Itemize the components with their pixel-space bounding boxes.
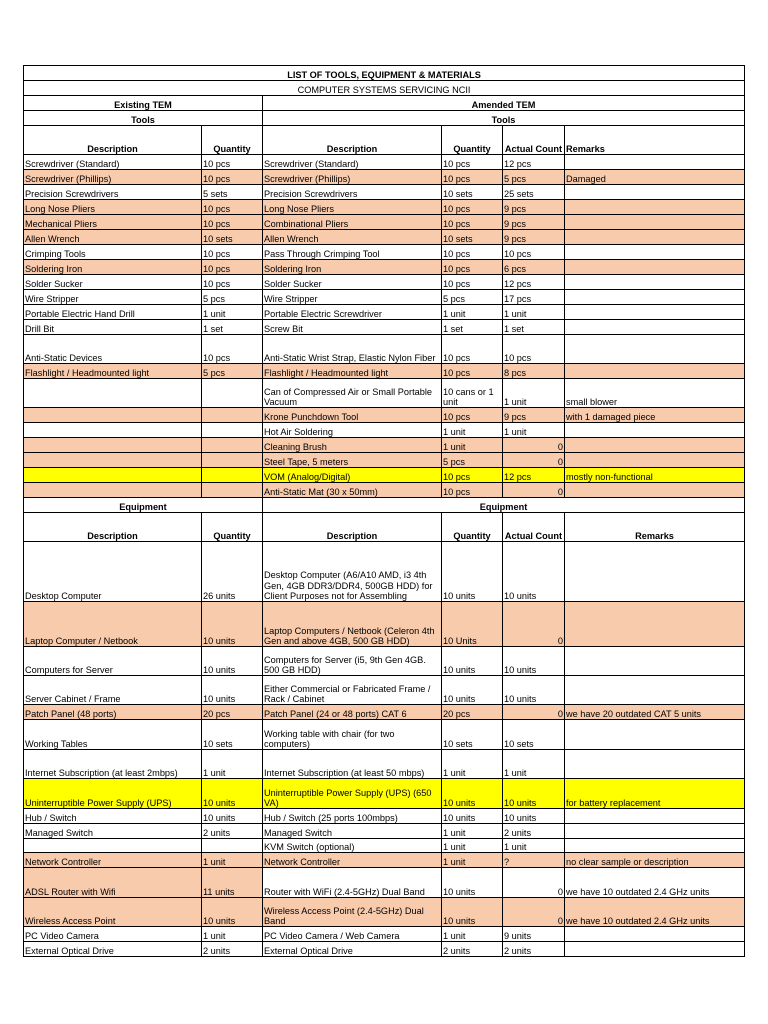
remarks-cell — [565, 364, 745, 379]
amended-description-cell: Can of Compressed Air or Small Portable Vacuum — [263, 379, 442, 408]
remarks-cell — [565, 423, 745, 438]
tools-column-headers — [24, 126, 745, 155]
amended-description-cell: Hub / Switch (25 ports 100mbps) — [263, 809, 442, 824]
equipment-row — [24, 647, 745, 676]
existing-description-cell: Screwdriver (Phillips) — [24, 170, 202, 185]
tools-row — [24, 468, 745, 483]
existing-description-cell — [24, 408, 202, 423]
existing-description-cell: Crimping Tools — [24, 245, 202, 260]
tools-row — [24, 200, 745, 215]
actual-count-cell: ? — [503, 853, 565, 868]
amended-equipment-header: Equipment — [263, 498, 745, 513]
tools-row — [24, 305, 745, 320]
existing-quantity-cell: 10 units — [202, 898, 263, 927]
remarks-cell — [565, 438, 745, 453]
amended-description-cell: Wire Stripper — [263, 290, 442, 305]
existing-description-cell: External Optical Drive — [24, 942, 202, 957]
existing-description-cell: Wireless Access Point — [24, 898, 202, 927]
amended-description-cell: Managed Switch — [263, 824, 442, 839]
existing-quantity-cell — [202, 468, 263, 483]
existing-quantity-cell — [202, 438, 263, 453]
amended-description-cell: Desktop Computer (A6/A10 AMD, i3 4th Gen, 4GB DDR3/DDR4, 500GB HDD) for Client Purposes not for Assembling — [263, 542, 442, 602]
actual-count-cell: 2 units — [503, 942, 565, 957]
amended-description-cell: Computers for Server (i5, 9th Gen 4GB. 500 GB HDD) — [263, 647, 442, 676]
amended-description-cell: Flashlight / Headmounted light — [263, 364, 442, 379]
amended-description-cell: Anti-Static Mat (30 x 50mm) — [263, 483, 442, 498]
amended-quantity-cell: 1 unit — [442, 423, 503, 438]
col-header-description: Description — [263, 513, 442, 542]
amended-quantity-cell: 10 Units — [442, 602, 503, 647]
amended-description-cell: Steel Tape, 5 meters — [263, 453, 442, 468]
remarks-cell — [565, 750, 745, 779]
existing-quantity-cell: 5 sets — [202, 185, 263, 200]
existing-quantity-cell: 10 units — [202, 602, 263, 647]
amended-quantity-cell: 1 set — [442, 320, 503, 335]
amended-quantity-cell: 20 pcs — [442, 705, 503, 720]
actual-count-cell: 10 sets — [503, 720, 565, 750]
amended-quantity-cell: 10 sets — [442, 230, 503, 245]
existing-description-cell: Solder Sucker — [24, 275, 202, 290]
actual-count-cell: 12 pcs — [503, 275, 565, 290]
actual-count-cell: 10 units — [503, 542, 565, 602]
actual-count-cell: 10 units — [503, 809, 565, 824]
tools-row — [24, 408, 745, 423]
amended-description-cell: Solder Sucker — [263, 275, 442, 290]
existing-quantity-cell: 10 units — [202, 779, 263, 809]
existing-quantity-cell: 10 units — [202, 647, 263, 676]
equipment-row — [24, 676, 745, 705]
amended-description-cell: Precision Screwdrivers — [263, 185, 442, 200]
existing-quantity-cell: 1 set — [202, 320, 263, 335]
tools-row — [24, 364, 745, 379]
amended-quantity-cell: 10 pcs — [442, 468, 503, 483]
amended-quantity-cell: 10 pcs — [442, 170, 503, 185]
existing-quantity-cell: 5 pcs — [202, 290, 263, 305]
remarks-cell — [565, 215, 745, 230]
actual-count-cell: 1 unit — [503, 305, 565, 320]
existing-quantity-cell: 1 unit — [202, 927, 263, 942]
remarks-cell — [565, 290, 745, 305]
tools-row — [24, 423, 745, 438]
actual-count-cell: 0 — [503, 705, 565, 720]
actual-count-cell: 0 — [503, 438, 565, 453]
remarks-cell — [565, 200, 745, 215]
remarks-cell — [565, 647, 745, 676]
col-header-quantity: Quantity — [442, 513, 503, 542]
existing-equipment-header: Equipment — [24, 498, 263, 513]
equipment-row — [24, 720, 745, 750]
actual-count-cell: 1 set — [503, 320, 565, 335]
actual-count-cell: 10 pcs — [503, 335, 565, 364]
remarks-cell — [565, 602, 745, 647]
existing-quantity-cell: 10 pcs — [202, 260, 263, 275]
document-subtitle: COMPUTER SYSTEMS SERVICING NCII — [24, 81, 745, 96]
amended-description-cell: Allen Wrench — [263, 230, 442, 245]
actual-count-cell: 9 units — [503, 927, 565, 942]
existing-description-cell: Internet Subscription (at least 2mbps) — [24, 750, 202, 779]
amended-description-cell: Long Nose Pliers — [263, 200, 442, 215]
amended-description-cell: Cleaning Brush — [263, 438, 442, 453]
tools-row — [24, 215, 745, 230]
equipment-row — [24, 868, 745, 898]
existing-quantity-cell — [202, 423, 263, 438]
existing-quantity-cell: 5 pcs — [202, 364, 263, 379]
existing-quantity-cell: 10 pcs — [202, 335, 263, 364]
existing-quantity-cell: 10 pcs — [202, 170, 263, 185]
existing-quantity-cell: 10 pcs — [202, 200, 263, 215]
existing-quantity-cell: 20 pcs — [202, 705, 263, 720]
amended-description-cell: Laptop Computers / Netbook (Celeron 4th Gen and above 4GB, 500 GB HDD) — [263, 602, 442, 647]
equipment-row — [24, 942, 745, 957]
remarks-cell — [565, 809, 745, 824]
amended-quantity-cell: 2 units — [442, 942, 503, 957]
tools-row — [24, 155, 745, 170]
amended-description-cell: Internet Subscription (at least 50 mbps) — [263, 750, 442, 779]
amended-description-cell: Portable Electric Screwdriver — [263, 305, 442, 320]
amended-quantity-cell: 1 unit — [442, 839, 503, 853]
existing-quantity-cell — [202, 483, 263, 498]
remarks-cell — [565, 335, 745, 364]
actual-count-cell: 10 units — [503, 647, 565, 676]
existing-quantity-cell: 10 pcs — [202, 155, 263, 170]
existing-description-cell: Laptop Computer / Netbook — [24, 602, 202, 647]
tools-row — [24, 379, 745, 408]
actual-count-cell: 17 pcs — [503, 290, 565, 305]
remarks-cell: we have 20 outdated CAT 5 units — [565, 705, 745, 720]
existing-description-cell — [24, 468, 202, 483]
amended-quantity-cell: 10 units — [442, 676, 503, 705]
tools-row — [24, 260, 745, 275]
existing-description-cell: Uninterruptible Power Supply (UPS) — [24, 779, 202, 809]
remarks-cell — [565, 185, 745, 200]
remarks-cell: no clear sample or description — [565, 853, 745, 868]
tools-row — [24, 290, 745, 305]
existing-description-cell: Desktop Computer — [24, 542, 202, 602]
existing-quantity-cell: 2 units — [202, 942, 263, 957]
existing-quantity-cell: 2 units — [202, 824, 263, 839]
remarks-cell: small blower — [565, 379, 745, 408]
tools-row — [24, 453, 745, 468]
existing-description-cell — [24, 438, 202, 453]
existing-quantity-cell: 26 units — [202, 542, 263, 602]
existing-description-cell: Portable Electric Hand Drill — [24, 305, 202, 320]
actual-count-cell: 12 pcs — [503, 468, 565, 483]
amended-tem-header: Amended TEM — [263, 96, 745, 111]
amended-description-cell: Router with WiFi (2.4-5GHz) Dual Band — [263, 868, 442, 898]
remarks-cell — [565, 305, 745, 320]
equipment-row — [24, 750, 745, 779]
amended-quantity-cell: 10 cans or 1 unit — [442, 379, 503, 408]
existing-description-cell: Anti-Static Devices — [24, 335, 202, 364]
tools-row — [24, 483, 745, 498]
amended-quantity-cell: 10 units — [442, 647, 503, 676]
existing-quantity-cell: 10 units — [202, 676, 263, 705]
col-header-remarks: Remarks — [565, 513, 745, 542]
actual-count-cell: 1 unit — [503, 379, 565, 408]
equipment-row — [24, 927, 745, 942]
col-header-quantity: Quantity — [202, 513, 263, 542]
amended-description-cell: External Optical Drive — [263, 942, 442, 957]
col-header-description: Description — [263, 126, 442, 155]
amended-quantity-cell: 1 unit — [442, 305, 503, 320]
tools-row — [24, 245, 745, 260]
actual-count-cell: 25 sets — [503, 185, 565, 200]
existing-quantity-cell — [202, 839, 263, 853]
remarks-cell: Damaged — [565, 170, 745, 185]
existing-description-cell — [24, 453, 202, 468]
actual-count-cell: 10 pcs — [503, 245, 565, 260]
existing-description-cell: Patch Panel (48 ports) — [24, 705, 202, 720]
remarks-cell — [565, 542, 745, 602]
existing-description-cell: Flashlight / Headmounted light — [24, 364, 202, 379]
amended-quantity-cell: 10 pcs — [442, 260, 503, 275]
remarks-cell: mostly non-functional — [565, 468, 745, 483]
amended-quantity-cell: 10 pcs — [442, 215, 503, 230]
existing-description-cell — [24, 839, 202, 853]
actual-count-cell: 0 — [503, 868, 565, 898]
amended-description-cell: Working table with chair (for two computers) — [263, 720, 442, 750]
existing-description-cell: Server Cabinet / Frame — [24, 676, 202, 705]
existing-description-cell: Computers for Server — [24, 647, 202, 676]
amended-quantity-cell: 1 unit — [442, 853, 503, 868]
amended-quantity-cell: 10 pcs — [442, 408, 503, 423]
amended-quantity-cell: 5 pcs — [442, 453, 503, 468]
actual-count-cell: 0 — [503, 898, 565, 927]
actual-count-cell: 9 pcs — [503, 200, 565, 215]
actual-count-cell: 0 — [503, 453, 565, 468]
amended-quantity-cell: 10 units — [442, 898, 503, 927]
existing-quantity-cell: 10 pcs — [202, 275, 263, 290]
remarks-cell — [565, 676, 745, 705]
col-header-description: Description — [24, 126, 202, 155]
actual-count-cell: 6 pcs — [503, 260, 565, 275]
amended-description-cell: Combinational Pliers — [263, 215, 442, 230]
amended-description-cell: Krone Punchdown Tool — [263, 408, 442, 423]
existing-description-cell: Managed Switch — [24, 824, 202, 839]
amended-quantity-cell: 1 unit — [442, 438, 503, 453]
actual-count-cell: 9 pcs — [503, 230, 565, 245]
remarks-cell — [565, 320, 745, 335]
col-header-remarks: Remarks — [565, 126, 745, 155]
remarks-cell — [565, 824, 745, 839]
amended-description-cell: Wireless Access Point (2.4-5GHz) Dual Band — [263, 898, 442, 927]
actual-count-cell: 5 pcs — [503, 170, 565, 185]
amended-description-cell: Anti-Static Wrist Strap, Elastic Nylon Fiber — [263, 335, 442, 364]
existing-description-cell: Working Tables — [24, 720, 202, 750]
equipment-row — [24, 839, 745, 853]
equipment-row — [24, 898, 745, 927]
actual-count-cell: 1 unit — [503, 750, 565, 779]
amended-quantity-cell: 1 unit — [442, 750, 503, 779]
equipment-column-headers — [24, 513, 745, 542]
amended-quantity-cell: 10 units — [442, 868, 503, 898]
existing-description-cell: Allen Wrench — [24, 230, 202, 245]
remarks-cell: for battery replacement — [565, 779, 745, 809]
remarks-cell — [565, 245, 745, 260]
existing-quantity-cell: 1 unit — [202, 750, 263, 779]
existing-quantity-cell: 11 units — [202, 868, 263, 898]
existing-quantity-cell: 1 unit — [202, 305, 263, 320]
document-title: LIST OF TOOLS, EQUIPMENT & MATERIALS — [24, 66, 745, 81]
amended-quantity-cell: 10 units — [442, 779, 503, 809]
equipment-row — [24, 602, 745, 647]
amended-quantity-cell: 10 units — [442, 809, 503, 824]
existing-description-cell: ADSL Router with Wifi — [24, 868, 202, 898]
col-header-actual-count: Actual Count — [503, 126, 565, 155]
existing-tools-header: Tools — [24, 111, 263, 126]
actual-count-cell: 12 pcs — [503, 155, 565, 170]
remarks-cell — [565, 155, 745, 170]
remarks-cell — [565, 275, 745, 290]
actual-count-cell: 1 unit — [503, 839, 565, 853]
tools-row — [24, 275, 745, 290]
existing-description-cell: Precision Screwdrivers — [24, 185, 202, 200]
amended-quantity-cell: 5 pcs — [442, 290, 503, 305]
existing-description-cell — [24, 483, 202, 498]
existing-quantity-cell: 10 sets — [202, 230, 263, 245]
equipment-row — [24, 853, 745, 868]
remarks-cell — [565, 720, 745, 750]
existing-quantity-cell — [202, 453, 263, 468]
amended-quantity-cell: 10 pcs — [442, 483, 503, 498]
existing-quantity-cell: 10 pcs — [202, 245, 263, 260]
existing-description-cell — [24, 379, 202, 408]
remarks-cell: with 1 damaged piece — [565, 408, 745, 423]
amended-quantity-cell: 10 pcs — [442, 155, 503, 170]
existing-quantity-cell — [202, 379, 263, 408]
amended-description-cell: KVM Switch (optional) — [263, 839, 442, 853]
actual-count-cell: 0 — [503, 483, 565, 498]
actual-count-cell: 10 units — [503, 676, 565, 705]
existing-quantity-cell — [202, 408, 263, 423]
tools-row — [24, 320, 745, 335]
actual-count-cell: 9 pcs — [503, 215, 565, 230]
existing-description-cell: Long Nose Pliers — [24, 200, 202, 215]
remarks-cell: we have 10 outdated 2.4 GHz units — [565, 898, 745, 927]
tools-row — [24, 170, 745, 185]
col-header-actual-count: Actual Count — [503, 513, 565, 542]
amended-description-cell: Network Controller — [263, 853, 442, 868]
equipment-row — [24, 705, 745, 720]
remarks-cell — [565, 839, 745, 853]
actual-count-cell: 2 units — [503, 824, 565, 839]
col-header-quantity: Quantity — [442, 126, 503, 155]
amended-description-cell: Screwdriver (Phillips) — [263, 170, 442, 185]
amended-quantity-cell: 10 pcs — [442, 335, 503, 364]
amended-description-cell: Patch Panel (24 or 48 ports) CAT 6 — [263, 705, 442, 720]
amended-description-cell: Screwdriver (Standard) — [263, 155, 442, 170]
tools-row — [24, 230, 745, 245]
existing-description-cell: Drill Bit — [24, 320, 202, 335]
actual-count-cell: 8 pcs — [503, 364, 565, 379]
amended-description-cell: VOM (Analog/Digital) — [263, 468, 442, 483]
amended-quantity-cell: 10 units — [442, 542, 503, 602]
amended-description-cell: Pass Through Crimping Tool — [263, 245, 442, 260]
amended-quantity-cell: 10 pcs — [442, 245, 503, 260]
existing-quantity-cell: 10 pcs — [202, 215, 263, 230]
existing-description-cell: Hub / Switch — [24, 809, 202, 824]
amended-quantity-cell: 10 pcs — [442, 275, 503, 290]
existing-quantity-cell: 10 sets — [202, 720, 263, 750]
remarks-cell — [565, 483, 745, 498]
actual-count-cell: 9 pcs — [503, 408, 565, 423]
remarks-cell — [565, 942, 745, 957]
existing-description-cell: Screwdriver (Standard) — [24, 155, 202, 170]
amended-description-cell: Hot Air Soldering — [263, 423, 442, 438]
remarks-cell — [565, 260, 745, 275]
tools-row — [24, 335, 745, 364]
amended-quantity-cell: 1 unit — [442, 824, 503, 839]
equipment-row — [24, 809, 745, 824]
existing-tem-header: Existing TEM — [24, 96, 263, 111]
existing-description-cell — [24, 423, 202, 438]
existing-description-cell: Wire Stripper — [24, 290, 202, 305]
amended-description-cell: Uninterruptible Power Supply (UPS) (650 VA) — [263, 779, 442, 809]
remarks-cell — [565, 453, 745, 468]
existing-description-cell: Mechanical Pliers — [24, 215, 202, 230]
amended-tools-header: Tools — [263, 111, 745, 126]
amended-description-cell: Soldering Iron — [263, 260, 442, 275]
tools-row — [24, 185, 745, 200]
amended-quantity-cell: 10 pcs — [442, 200, 503, 215]
existing-description-cell: Network Controller — [24, 853, 202, 868]
amended-quantity-cell: 1 unit — [442, 927, 503, 942]
remarks-cell — [565, 230, 745, 245]
amended-description-cell: Screw Bit — [263, 320, 442, 335]
existing-quantity-cell: 10 units — [202, 809, 263, 824]
actual-count-cell: 10 units — [503, 779, 565, 809]
existing-description-cell: PC Video Camera — [24, 927, 202, 942]
equipment-row — [24, 779, 745, 809]
amended-description-cell: PC Video Camera / Web Camera — [263, 927, 442, 942]
tools-row — [24, 438, 745, 453]
amended-quantity-cell: 10 sets — [442, 185, 503, 200]
existing-description-cell: Soldering Iron — [24, 260, 202, 275]
tem-table — [23, 65, 745, 957]
equipment-row — [24, 542, 745, 602]
remarks-cell — [565, 927, 745, 942]
col-header-quantity: Quantity — [202, 126, 263, 155]
col-header-description: Description — [24, 513, 202, 542]
equipment-row — [24, 824, 745, 839]
existing-quantity-cell: 1 unit — [202, 853, 263, 868]
actual-count-cell: 0 — [503, 602, 565, 647]
remarks-cell: we have 10 outdated 2.4 GHz units — [565, 868, 745, 898]
actual-count-cell: 1 unit — [503, 423, 565, 438]
amended-quantity-cell: 10 pcs — [442, 364, 503, 379]
amended-quantity-cell: 10 sets — [442, 720, 503, 750]
amended-description-cell: Either Commercial or Fabricated Frame / Rack / Cabinet — [263, 676, 442, 705]
